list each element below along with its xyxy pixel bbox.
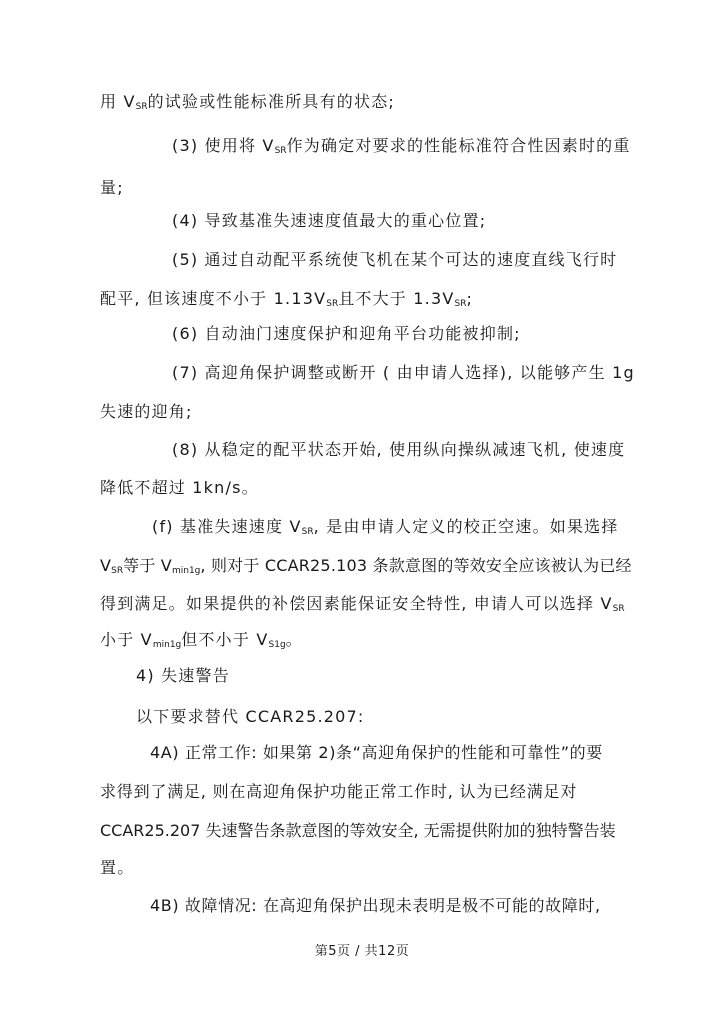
body-line-15 [100, 630, 628, 655]
text-segment: 且不大于 1.3V [338, 289, 455, 308]
body-line-2 [172, 136, 631, 161]
subscript: SR [111, 566, 124, 576]
body-line-1 [100, 92, 628, 117]
text-segment: (3) 使用将 V [172, 136, 275, 155]
subscript: SR [612, 604, 625, 614]
page-number-footer: 第5页 / 共12页 [314, 944, 410, 959]
body-line-14 [100, 594, 628, 619]
body-line-13 [100, 556, 632, 581]
body-line-5: (5) 通过自动配平系统使飞机在某个可达的速度直线飞行时 [172, 250, 618, 269]
text-segment: , 是由申请人定义的校正空速。如果选择 [313, 517, 619, 536]
body-line-12 [152, 517, 628, 542]
body-line-17: 以下要求替代 CCAR25.207: [136, 707, 365, 726]
body-line-9: 失速的迎角; [100, 402, 193, 421]
body-line-22: 4B) 故障情况: 在高迎角保护出现未表明是极不可能的故障时, [150, 896, 601, 915]
text-segment: (f) 基准失速速度 V [152, 517, 302, 536]
body-line-7: (6) 自动油门速度保护和迎角平台功能被抑制; [172, 324, 521, 343]
body-line-11: 降低不超过 1kn/s。 [100, 478, 259, 497]
text-segment: 等于 V [123, 556, 172, 575]
subscript: SR [454, 299, 467, 309]
body-line-19: 求得到了满足, 则在高迎角保护功能正常工作时, 认为已经满足对 [100, 782, 578, 801]
subscript: SR [135, 102, 148, 112]
text-segment: 的试验或性能标准所具有的状态; [147, 92, 396, 111]
text-segment: 得到满足。如果提供的补偿因素能保证安全特性, 申请人可以选择 V [100, 594, 613, 613]
body-line-3: 量; [100, 178, 124, 197]
text-segment: 用 V [100, 92, 136, 111]
text-segment: 。 [285, 630, 303, 649]
subscript: min1g [171, 566, 201, 576]
body-line-20: CCAR25.207 失速警告条款意图的等效安全, 无需提供附加的独特警告装 [100, 821, 616, 840]
subscript: min1g [152, 640, 182, 650]
subscript: SR [274, 146, 287, 156]
text-segment: , 则对于 CCAR25.103 条款意图的等效安全应该被认为已经 [200, 556, 632, 575]
section-heading: 4) 失速警告 [136, 666, 230, 685]
text-segment: 小于 V [100, 630, 153, 649]
body-line-18: 4A) 正常工作: 如果第 2)条“高迎角保护的性能和可靠性”的要 [150, 743, 603, 762]
body-line-10: (8) 从稳定的配平状态开始, 使用纵向操纵减速飞机, 使速度 [172, 440, 626, 459]
subscript: SR [326, 299, 339, 309]
subscript: SR [301, 527, 314, 537]
text-segment: 配平, 但该速度不小于 1.13V [100, 289, 327, 308]
text-segment: ; [466, 289, 474, 308]
text-segment: 作为确定对要求的性能标准符合性因素时的重 [286, 136, 631, 155]
body-line-4: (4) 导致基准失速速度值最大的重心位置; [172, 211, 487, 230]
text-segment: V [100, 556, 112, 575]
body-line-21: 置。 [100, 858, 135, 877]
body-line-6 [100, 289, 628, 314]
subscript: S1g [268, 640, 286, 650]
body-line-8: (7) 高迎角保护调整或断开 ( 由申请人选择), 以能够产生 1g [172, 363, 635, 382]
text-segment: 但不小于 V [181, 630, 269, 649]
